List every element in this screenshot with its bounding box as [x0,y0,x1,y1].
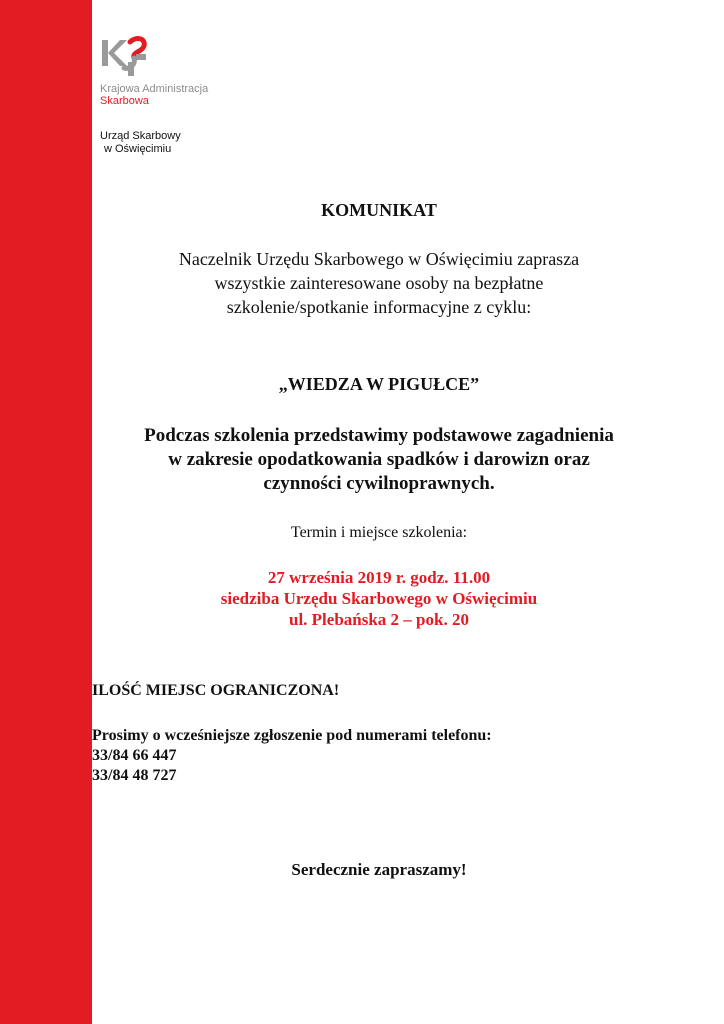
topic-line: Podczas szkolenia przedstawimy podstawowe zagadnienia [144,425,614,446]
intro-line: szkolenie/spotkanie informacyjne z cyklu: [226,297,532,317]
cycle-name: „WIEDZA W PIGUŁCE” [278,374,480,394]
intro-line: wszystkie zainteresowane osoby na bezpłatne [214,273,544,293]
intro-paragraph [92,247,666,319]
intro-line: Naczelnik Urzędu Skarbowego w Oświęcimiu zaprasza [178,249,580,269]
office-line2: w Oświęcimiu [104,143,172,155]
event-address: ul. Plebańska 2 – pok. 20 [289,610,469,629]
phone-number: 33/84 48 727 [92,767,177,784]
office-line1: Urząd Skarbowy [100,130,181,142]
kas-logo-mark-icon [100,36,160,80]
page-title: KOMUNIKAT [321,200,437,220]
contact-block [92,726,492,786]
kas-logo [100,36,240,106]
event-details [92,567,666,630]
topic-line: w zakresie opodatkowania spadków i darowizn oraz [168,449,590,470]
limit-notice: ILOŚĆ MIEJSC OGRANICZONA! [92,682,340,699]
topic-line: czynności cywilnoprawnych. [263,473,495,494]
event-venue: siedziba Urzędu Skarbowego w Oświęcimiu [220,589,538,608]
logo-text-line2: Skarbowa [100,95,149,107]
red-side-bar [0,0,92,1024]
topic-paragraph [92,424,666,496]
logo-text-line1: Krajowa Administracja [100,83,209,95]
contact-request: Prosimy o wcześniejsze zgłoszenie pod numerami telefonu: [92,727,492,744]
event-date: 27 września 2019 r. godz. 11.00 [267,568,491,587]
termin-label: Termin i miejsce szkolenia: [290,524,468,541]
phone-number: 33/84 66 447 [92,747,177,764]
closing-text: Serdecznie zapraszamy! [291,860,467,879]
office-name [100,130,181,156]
